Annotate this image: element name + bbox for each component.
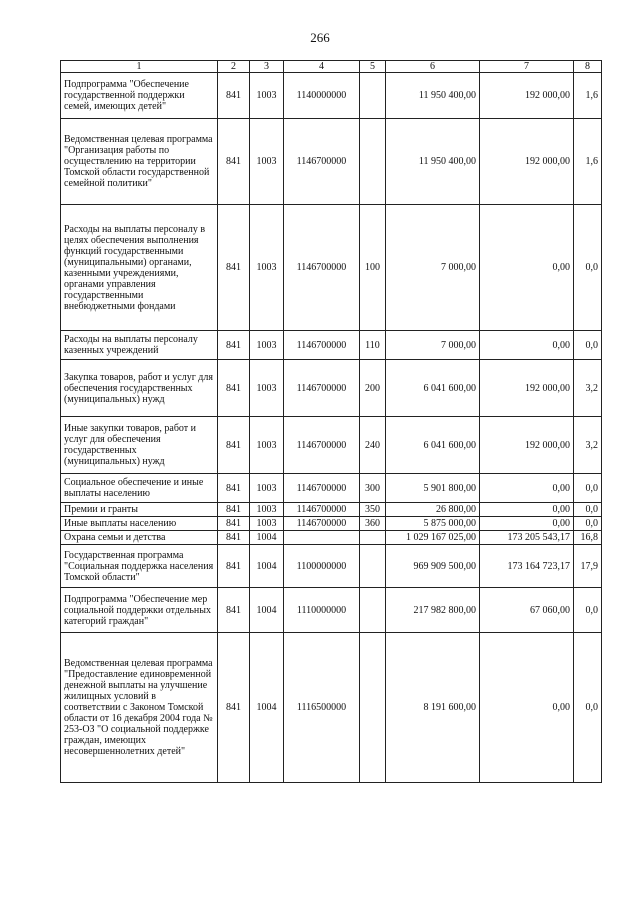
table-row: [61, 531, 602, 545]
cell-expense-type: [360, 119, 386, 205]
cell-percent: 3,2: [574, 417, 602, 474]
cell-admin-code: 841: [218, 531, 250, 545]
cell-percent: 0,0: [574, 205, 602, 331]
cell-section-code: 1004: [250, 588, 284, 633]
cell-section-code: 1003: [250, 360, 284, 417]
cell-expense-type: 100: [360, 205, 386, 331]
cell-plan: 11 950 400,00: [386, 119, 480, 205]
cell-percent: 0,0: [574, 474, 602, 503]
cell-percent: 3,2: [574, 360, 602, 417]
row-name: Государственная программа "Социальная поддержка населения Томской области": [61, 545, 218, 588]
page-number: 266: [310, 30, 330, 45]
cell-section-code: 1003: [250, 73, 284, 119]
cell-expense-type: [360, 588, 386, 633]
cell-target-code: 1146700000: [284, 474, 360, 503]
cell-expense-type: [360, 633, 386, 783]
cell-section-code: 1003: [250, 205, 284, 331]
table-row: [61, 119, 602, 205]
cell-actual: 0,00: [480, 517, 574, 531]
row-name: Закупка товаров, работ и услуг для обеспечения государственных (муниципальных) нужд: [61, 360, 218, 417]
cell-plan: 8 191 600,00: [386, 633, 480, 783]
cell-admin-code: 841: [218, 545, 250, 588]
column-header: 7: [480, 61, 574, 73]
cell-actual: 67 060,00: [480, 588, 574, 633]
cell-plan: 5 875 000,00: [386, 517, 480, 531]
table-row: [61, 633, 602, 783]
column-header: 4: [284, 61, 360, 73]
cell-section-code: 1003: [250, 331, 284, 360]
row-name: Ведомственная целевая программа "Предоставление единовременной денежной выплаты на улучшение жилищных условий в соответствии с Законом Томской области от 16 декабря 2004 года № 253-ОЗ "О социальной поддержке граждан, имеющих несовершеннолетних детей": [61, 633, 218, 783]
cell-section-code: 1003: [250, 503, 284, 517]
cell-actual: 0,00: [480, 503, 574, 517]
table-row: [61, 205, 602, 331]
cell-plan: 7 000,00: [386, 331, 480, 360]
table-row: [61, 360, 602, 417]
cell-section-code: 1003: [250, 474, 284, 503]
cell-plan: 26 800,00: [386, 503, 480, 517]
cell-admin-code: 841: [218, 119, 250, 205]
row-name: Иные закупки товаров, работ и услуг для обеспечения государственных (муниципальных) нужд: [61, 417, 218, 474]
cell-actual: 0,00: [480, 331, 574, 360]
table-row: [61, 331, 602, 360]
cell-target-code: 1140000000: [284, 73, 360, 119]
cell-expense-type: [360, 73, 386, 119]
cell-expense-type: [360, 531, 386, 545]
cell-actual: 173 205 543,17: [480, 531, 574, 545]
cell-percent: 0,0: [574, 331, 602, 360]
cell-plan: 1 029 167 025,00: [386, 531, 480, 545]
cell-actual: 192 000,00: [480, 360, 574, 417]
cell-plan: 7 000,00: [386, 205, 480, 331]
cell-percent: 0,0: [574, 503, 602, 517]
cell-percent: 17,9: [574, 545, 602, 588]
row-name: Премии и гранты: [61, 503, 218, 517]
cell-admin-code: 841: [218, 331, 250, 360]
column-header: 6: [386, 61, 480, 73]
table-row: [61, 517, 602, 531]
row-name: Охрана семьи и детства: [61, 531, 218, 545]
cell-expense-type: [360, 545, 386, 588]
column-header: 1: [61, 61, 218, 73]
cell-actual: 192 000,00: [480, 119, 574, 205]
cell-target-code: 1146700000: [284, 517, 360, 531]
column-header: 2: [218, 61, 250, 73]
cell-admin-code: 841: [218, 503, 250, 517]
cell-section-code: 1003: [250, 417, 284, 474]
column-header: 3: [250, 61, 284, 73]
cell-plan: 217 982 800,00: [386, 588, 480, 633]
table-row: [61, 417, 602, 474]
cell-percent: 1,6: [574, 119, 602, 205]
cell-expense-type: 300: [360, 474, 386, 503]
cell-actual: 192 000,00: [480, 73, 574, 119]
cell-section-code: 1003: [250, 517, 284, 531]
cell-target-code: 1110000000: [284, 588, 360, 633]
table-row: [61, 474, 602, 503]
cell-admin-code: 841: [218, 633, 250, 783]
header-row: [61, 61, 602, 73]
cell-actual: 0,00: [480, 474, 574, 503]
cell-actual: 192 000,00: [480, 417, 574, 474]
cell-target-code: [284, 531, 360, 545]
row-name: Подпрограмма "Обеспечение государственной поддержки семей, имеющих детей": [61, 73, 218, 119]
cell-target-code: 1146700000: [284, 417, 360, 474]
cell-expense-type: 200: [360, 360, 386, 417]
cell-section-code: 1004: [250, 531, 284, 545]
column-header: 8: [574, 61, 602, 73]
cell-plan: 5 901 800,00: [386, 474, 480, 503]
cell-actual: 173 164 723,17: [480, 545, 574, 588]
row-name: Расходы на выплаты персоналу в целях обеспечения выполнения функций государственными (муниципальными) органами, казенными учреждениями, органами управления государственными внебюджетными фондами: [61, 205, 218, 331]
cell-target-code: 1146700000: [284, 119, 360, 205]
cell-percent: 0,0: [574, 517, 602, 531]
cell-admin-code: 841: [218, 588, 250, 633]
row-name: Иные выплаты населению: [61, 517, 218, 531]
row-name: Социальное обеспечение и иные выплаты населению: [61, 474, 218, 503]
cell-admin-code: 841: [218, 474, 250, 503]
cell-target-code: 1146700000: [284, 360, 360, 417]
cell-target-code: 1146700000: [284, 205, 360, 331]
cell-percent: 1,6: [574, 73, 602, 119]
table-row: [61, 503, 602, 517]
cell-percent: 0,0: [574, 588, 602, 633]
cell-admin-code: 841: [218, 360, 250, 417]
cell-expense-type: 240: [360, 417, 386, 474]
cell-percent: 0,0: [574, 633, 602, 783]
cell-admin-code: 841: [218, 417, 250, 474]
cell-section-code: 1003: [250, 119, 284, 205]
cell-admin-code: 841: [218, 517, 250, 531]
cell-section-code: 1004: [250, 633, 284, 783]
cell-admin-code: 841: [218, 205, 250, 331]
table-row: [61, 545, 602, 588]
cell-expense-type: 110: [360, 331, 386, 360]
cell-plan: 969 909 500,00: [386, 545, 480, 588]
row-name: Ведомственная целевая программа "Организация работы по осуществлению на территории Томской области государственной семейной политики": [61, 119, 218, 205]
table-row: [61, 588, 602, 633]
column-header: 5: [360, 61, 386, 73]
cell-target-code: 1100000000: [284, 545, 360, 588]
cell-plan: 6 041 600,00: [386, 417, 480, 474]
cell-plan: 6 041 600,00: [386, 360, 480, 417]
cell-actual: 0,00: [480, 205, 574, 331]
cell-actual: 0,00: [480, 633, 574, 783]
cell-admin-code: 841: [218, 73, 250, 119]
row-name: Подпрограмма "Обеспечение мер социальной поддержки отдельных категорий граждан": [61, 588, 218, 633]
budget-table: [60, 60, 602, 783]
table-row: [61, 73, 602, 119]
cell-percent: 16,8: [574, 531, 602, 545]
cell-plan: 11 950 400,00: [386, 73, 480, 119]
cell-expense-type: 360: [360, 517, 386, 531]
cell-target-code: 1146700000: [284, 503, 360, 517]
cell-target-code: 1116500000: [284, 633, 360, 783]
row-name: Расходы на выплаты персоналу казенных учреждений: [61, 331, 218, 360]
cell-expense-type: 350: [360, 503, 386, 517]
cell-target-code: 1146700000: [284, 331, 360, 360]
cell-section-code: 1004: [250, 545, 284, 588]
